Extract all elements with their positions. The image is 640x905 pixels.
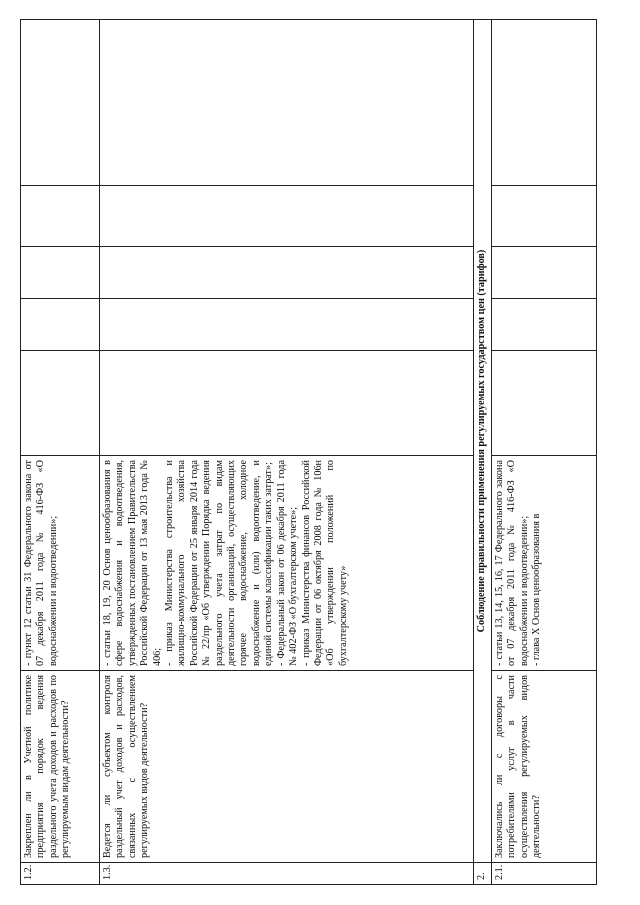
- basis-line: - глава X Основ ценообразования в: [531, 513, 543, 666]
- answer-na-cell: [492, 247, 597, 299]
- remarks-cell: [492, 20, 597, 186]
- answer-no-cell: [21, 299, 100, 351]
- section-title: Соблюдение правильности применения регулируемых государством цен (тарифов): [474, 20, 492, 863]
- answer-no-cell: [492, 299, 597, 351]
- basis-line: - статьи 13, 14, 15, 16, 17 Федерального закона от 07 декабря 2011 года № 416-ФЗ «О водоснабжении и водоотведении»;: [494, 460, 530, 666]
- answer-yes-cell: [492, 351, 597, 456]
- answer-no-cell: [100, 299, 474, 351]
- answer-extra-cell: [21, 186, 100, 247]
- table-row: [21, 20, 100, 885]
- answer-na-cell: [21, 247, 100, 299]
- checklist-table: [20, 19, 597, 885]
- question-cell: Заключались ли с договоры с потребителями услуг в части осуществления регулируемых видов деятельности?: [492, 671, 597, 863]
- basis-line: - Федеральный закон от 06 декабря 2011 года № 402-ФЗ «О бухгалтерском учете»;: [275, 460, 300, 666]
- question-cell: Ведется ли субъектом контроля раздельный учет доходов и расходов, связанных с осуществлением регулируемых видов деятельности?: [100, 671, 474, 863]
- basis-line: - статьи 18, 19, 20 Основ ценообразования в сфере водоснабжения и водоотведения, утвержденных постановлением Правительства Российской Федерации от 13 мая 2013 года № 406;: [102, 460, 163, 666]
- section-number: 2.: [474, 863, 492, 885]
- question-cell: Закреплен ли в Учетной политике предприятия порядок ведения раздельного учета доходов и расходов по регулируемым видам деятельности?: [21, 671, 100, 863]
- legal-basis-cell: [492, 456, 597, 671]
- answer-yes-cell: [100, 351, 474, 456]
- answer-na-cell: [100, 247, 474, 299]
- basis-line: - приказ Министерства финансов Российской Федерации от 06 октября 2008 года № 106н «Об утверждении положений по бухгалтерскому учету»: [300, 460, 349, 666]
- legal-basis-cell: [100, 456, 474, 671]
- table-row: [100, 20, 474, 885]
- row-number: 1.2.: [21, 863, 100, 885]
- remarks-cell: [21, 20, 100, 186]
- answer-extra-cell: [492, 186, 597, 247]
- rotated-page: [20, 20, 602, 885]
- basis-line: - приказ Министерства строительства и жилищно-коммунального хозяйства Российской Федерации от 25 января 2014 года № 22/пр «Об утверждении Порядка ведения раздельного учета затрат по видам деятельности организаций, осуществляющих горячее водоснабжение, холодное водоснабжение и (или) водоотведение, и единой системы классификации таких затрат»;: [164, 460, 275, 666]
- row-number: 2.1.: [492, 863, 597, 885]
- answer-extra-cell: [100, 186, 474, 247]
- legal-basis-cell: - пункт 12 статьи 31 Федерального закона от 07 декабря 2011 года № 416-ФЗ «О водоснабжении и водоотведении»;: [21, 456, 100, 671]
- table-row: [492, 20, 597, 885]
- remarks-cell: [100, 20, 474, 186]
- row-number: 1.3.: [100, 863, 474, 885]
- section-row: [474, 20, 492, 885]
- answer-yes-cell: [21, 351, 100, 456]
